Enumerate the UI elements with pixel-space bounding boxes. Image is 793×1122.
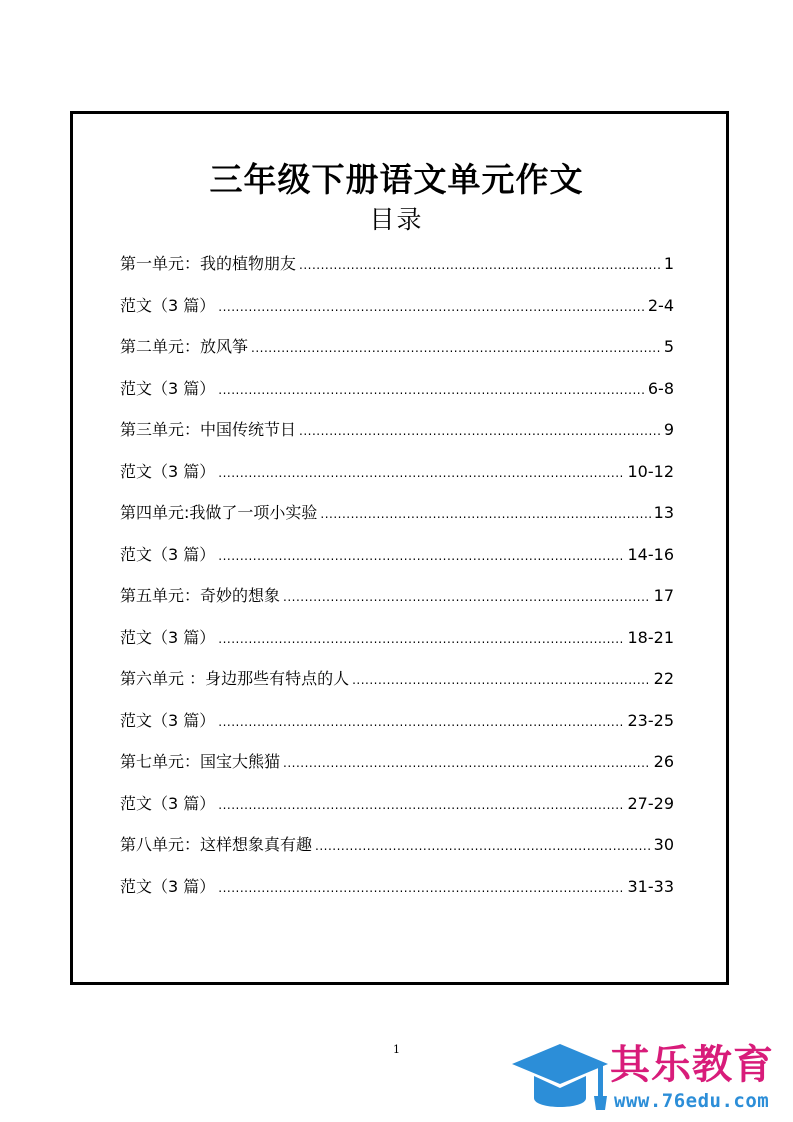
toc-entry[interactable] (120, 789, 674, 831)
brand-url[interactable]: www.76edu.com (614, 1090, 770, 1112)
brand-name: 其乐教育 (610, 1042, 774, 1088)
toc-entry[interactable] (120, 830, 674, 872)
toc-entry[interactable] (120, 664, 674, 706)
toc-entry-page: 5 (663, 337, 674, 356)
toc-leader-dots (218, 873, 624, 903)
toc-entry[interactable] (120, 581, 674, 623)
toc-entry-page: 17 (653, 586, 674, 605)
toc-entry-page: 18-21 (627, 627, 674, 647)
toc-entry-label: 范文（3 篇） (120, 544, 216, 564)
toc-entry-label: 范文（3 篇） (120, 295, 216, 315)
toc-entry[interactable] (120, 374, 674, 416)
toc-entry[interactable] (120, 872, 674, 914)
toc-entry-label: 第四单元:我做了一项小实验 (120, 503, 318, 522)
toc-entry[interactable] (120, 540, 674, 582)
toc-entry[interactable] (120, 249, 674, 291)
graduation-cap-icon (510, 1040, 610, 1118)
toc-entry-label: 第一单元：我的植物朋友 (120, 254, 297, 273)
toc-entry[interactable] (120, 457, 674, 499)
toc-entry-label: 第二单元：放风筝 (120, 337, 249, 356)
page-number: 1 (393, 1043, 400, 1056)
toc-entry[interactable] (120, 332, 674, 374)
toc-entry-page: 23-25 (627, 710, 674, 730)
toc-entry-page: 9 (663, 420, 674, 439)
toc-leader-dots (218, 375, 645, 405)
brand-watermark[interactable] (510, 1040, 790, 1118)
toc-leader-dots (218, 790, 624, 820)
toc-entry[interactable] (120, 498, 674, 540)
toc-entry[interactable] (120, 747, 674, 789)
toc-entry-label: 范文（3 篇） (120, 627, 216, 647)
document-title: 三年级下册语文单元作文 (209, 160, 584, 199)
toc-entry-label: 范文（3 篇） (120, 793, 216, 813)
toc-entry[interactable] (120, 706, 674, 748)
toc-entry-label: 范文（3 篇） (120, 461, 216, 481)
toc-entry-page: 31-33 (627, 876, 674, 896)
toc-leader-dots (218, 624, 624, 654)
toc-leader-dots (218, 458, 624, 488)
toc-entry-page: 22 (653, 669, 674, 688)
toc-entry-page: 6-8 (647, 378, 674, 398)
toc-entry-page: 2-4 (647, 295, 674, 315)
toc-entry-label: 第六单元 ：身边那些有特点的人 (120, 669, 350, 688)
toc-entry[interactable] (120, 291, 674, 333)
toc-leader-dots (315, 831, 651, 861)
toc-entry-label: 范文（3 篇） (120, 876, 216, 896)
toc-leader-dots (299, 250, 661, 280)
toc-leader-dots (283, 582, 651, 612)
toc-entry-label: 第八单元：这样想象真有趣 (120, 835, 313, 854)
toc-entry-page: 10-12 (627, 461, 674, 481)
toc-entry-page: 13 (653, 503, 674, 522)
toc-leader-dots (251, 333, 661, 363)
toc-entry-label: 范文（3 篇） (120, 378, 216, 398)
toc-entry-label: 范文（3 篇） (120, 710, 216, 730)
toc-leader-dots (299, 416, 661, 446)
toc-leader-dots (283, 748, 651, 778)
toc-heading: 目录 (369, 205, 424, 234)
toc-entry[interactable] (120, 415, 674, 457)
toc-leader-dots (352, 665, 651, 695)
toc-entry-page: 30 (653, 835, 674, 854)
toc-entry-label: 第三单元：中国传统节日 (120, 420, 297, 439)
toc-leader-dots (218, 541, 624, 571)
toc-leader-dots (218, 707, 624, 737)
toc-entry-label: 第七单元：国宝大熊猫 (120, 752, 281, 771)
toc-entry-page: 27-29 (627, 793, 674, 813)
toc-entry-label: 第五单元：奇妙的想象 (120, 586, 281, 605)
toc-entry[interactable] (120, 623, 674, 665)
toc-entry-page: 26 (653, 752, 674, 771)
toc-leader-dots (320, 499, 650, 529)
toc-entry-page: 14-16 (627, 544, 674, 564)
toc-entry-page: 1 (663, 254, 674, 273)
table-of-contents (120, 249, 674, 913)
toc-leader-dots (218, 292, 645, 322)
